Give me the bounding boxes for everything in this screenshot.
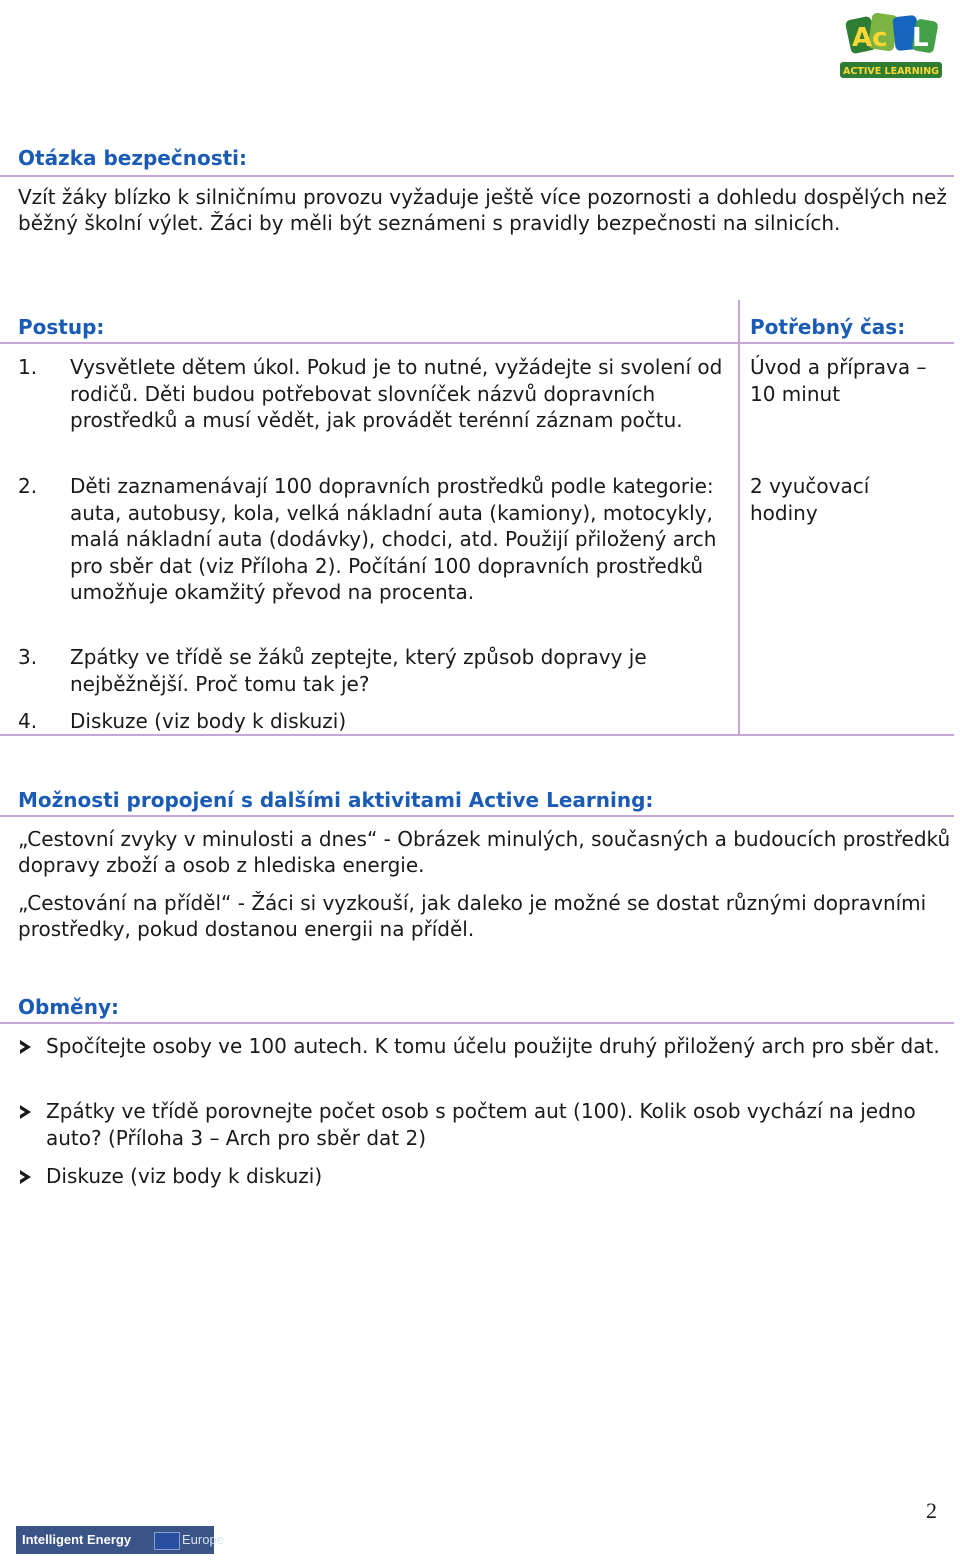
svg-text:Ac: Ac	[852, 23, 888, 53]
safety-text: Vzít žáky blízko k silničnímu provozu vyžaduje ještě více pozornosti a dohledu dospělých než běžný školní výlet. Žáci by měli být seznámeni s pravidly bezpečnosti na silnicích.	[18, 185, 947, 235]
time-heading: Potřebný čas:	[750, 315, 906, 339]
link-item: „Cestování na příděl“ - Žáci si vyzkouší, jak daleko je možné se dostat různými dopravními prostředky, pokud dostanou energii na příděl.	[18, 891, 927, 941]
variation-item	[18, 1033, 948, 1060]
step-text: Zpátky ve třídě se žáků zeptejte, který způsob dopravy je nejběžnější. Proč tomu tak je?	[70, 645, 647, 696]
svg-text:L: L	[912, 23, 929, 53]
column-divider	[738, 300, 740, 734]
step-number: 3.	[18, 645, 38, 669]
step-number: 2.	[18, 474, 38, 498]
safety-heading: Otázka bezpečnosti:	[18, 146, 248, 170]
step-time: 2 vyučovací hodiny	[750, 474, 870, 525]
step-text: Vysvětlete dětem úkol. Pokud je to nutné, vyžádejte si svolení od rodičů. Děti budou potřebovat slovníček názvů dopravních prostředků a musí vědět, jak provádět terénní záznam počtu.	[70, 355, 723, 432]
variation-text: Diskuze (viz body k diskuzi)	[46, 1164, 323, 1188]
step-time: Úvod a příprava – 10 minut	[750, 355, 927, 406]
arrow-bullet-icon	[20, 1040, 31, 1054]
variations-heading: Obměny:	[18, 995, 119, 1019]
arrow-bullet-icon	[20, 1105, 31, 1119]
divider	[0, 734, 954, 736]
eu-flag-icon	[154, 1532, 180, 1550]
divider	[0, 342, 954, 344]
procedure-step	[18, 354, 730, 434]
program-region: Europe	[182, 1532, 224, 1547]
link-item: „Cestovní zvyky v minulosti a dnes“ - Obrázek minulých, současných a budoucích prostředků dopravy zboží a osob z hlediska energie.	[18, 827, 951, 877]
variation-text: Spočítejte osoby ve 100 autech. K tomu účelu použijte druhý přiložený arch pro sběr dat.	[46, 1034, 940, 1058]
program-name: Intelligent Energy	[22, 1532, 132, 1547]
procedure-step	[18, 473, 730, 606]
step-text: Diskuze (viz body k diskuzi)	[70, 709, 347, 733]
procedure-step	[18, 644, 730, 697]
step-text: Děti zaznamenávají 100 dopravních prostředků podle kategorie: auta, autobusy, kola, velká nákladní auta (kamiony), motocykly, malá nákladní auta (dodávky), chodci, atd. Použijí přiložený arch pro sběr dat (viz Příloha 2). Počítání 100 dopravních prostředků umožňuje okamžitý převod na procenta.	[70, 474, 717, 604]
variation-item	[18, 1098, 948, 1151]
links-heading: Možnosti propojení s dalšími aktivitami Active Learning:	[18, 788, 654, 812]
logo-brand-text: ACTIVE LEARNING	[843, 66, 939, 77]
intelligent-energy-europe-logo	[16, 1526, 224, 1554]
variation-text: Zpátky ve třídě porovnejte počet osob s počtem aut (100). Kolik osob vychází na jedno auto? (Příloha 3 – Arch pro sběr dat 2)	[46, 1099, 916, 1150]
divider	[0, 815, 954, 817]
arrow-bullet-icon	[20, 1170, 31, 1184]
step-number: 4.	[18, 709, 38, 733]
page-number: 2	[926, 1498, 937, 1523]
procedure-heading: Postup:	[18, 315, 105, 339]
divider	[0, 175, 954, 177]
active-learning-logo	[838, 10, 944, 82]
variation-item	[18, 1163, 948, 1190]
divider	[0, 1022, 954, 1024]
step-number: 1.	[18, 355, 38, 379]
procedure-step	[18, 708, 730, 735]
